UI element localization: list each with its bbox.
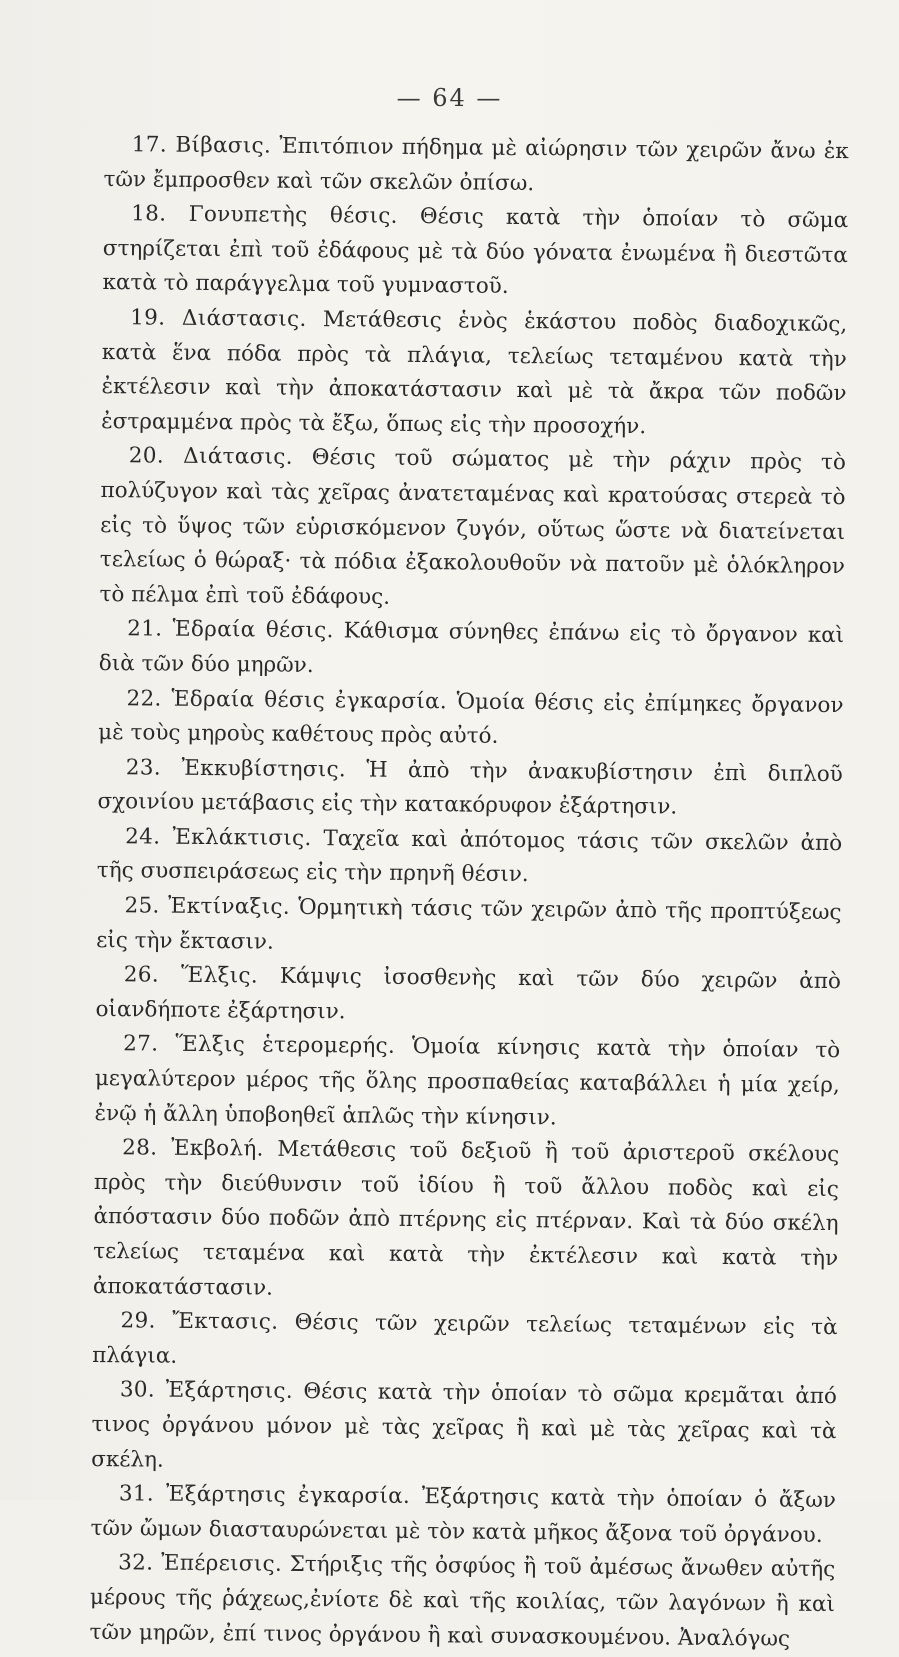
entry-text: Ὁμοία θέσις εἰς ἐπίμηκες ὄργανον μὲ τοὺς μηροὺς καθέτους πρὸς αὐτό. bbox=[98, 688, 844, 749]
entry-head: 32. Ἐπέρεισις. bbox=[118, 1550, 283, 1578]
entry-25 bbox=[96, 889, 842, 965]
entry-head: 18. Γονυπετὴς θέσις. bbox=[131, 201, 398, 230]
entry-head: 24. Ἐκλάκτισις. bbox=[125, 824, 312, 851]
entry-text: Μετάθεσις ἑνὸς ἑκάστου ποδὸς διαδοχικῶς, κατὰ ἕνα πόδα πρὸς τὰ πλάγια, τελείως τεταμένου κατὰ τὴν ἐκτέλεσιν καὶ τὴν ἀποκατάστασιν καὶ μὲ τὰ ἄκρα τῶν ποδῶν ἐστραμμένα πρὸς τὰ ἔξω, ὅπως εἰς τὴν προσοχήν. bbox=[101, 306, 848, 439]
entry-text: Θέσις κατὰ τὴν ὁποίαν τὸ σῶμα κρεμᾶται ἀπό τινος ὀργάνου μόνον μὲ τὰς χεῖρας ἢ καὶ μὲ τὰς χεῖρας καὶ τὰ σκέλη. bbox=[91, 1379, 837, 1473]
entry-text: Μετάθεσις τοῦ δεξιοῦ ἢ τοῦ ἀριστεροῦ σκέλους πρὸς τὴν διεύθυνσιν τοῦ ἰδίου ἢ τοῦ ἄλλου ποδὸς καὶ εἰς ἀπόστασιν δύο ποδῶν ἀπὸ πτέρνης εἰς πτέρναν. Καὶ τὰ δύο σκέλη τελείως τεταμένα καὶ κατὰ τὴν ἐκτέλεσιν καὶ κατὰ τὴν ἀποκατάστασιν. bbox=[92, 1136, 840, 1301]
entry-head: 21. Ἑδραία θέσις. bbox=[127, 616, 334, 644]
entry-31 bbox=[90, 1477, 836, 1553]
entry-22 bbox=[98, 681, 844, 757]
entry-18 bbox=[102, 197, 848, 308]
entry-32 bbox=[89, 1546, 835, 1657]
entry-head: 22. Ἑδραία θέσις ἐγκαρσία. bbox=[126, 685, 448, 714]
entry-text: Κάθισμα σύνηθες ἐπάνω εἰς τὸ ὄργανον καὶ διὰ τῶν δύο μηρῶν. bbox=[98, 618, 845, 678]
entry-text: Ὁμοία κίνησις κατὰ τὴν ὁποίαν τὸ μεγαλύτερον μέρος τῆς ὅλης προσπαθείας καταβάλλει ἡ μία χείρ, ἐνῷ ἡ ἄλλη ὑποβοηθεῖ ἁπλῶς τὴν κίνησιν. bbox=[94, 1034, 841, 1131]
entry-head: 23. Ἐκκυβίστησις. bbox=[125, 754, 347, 783]
entry-text: Ταχεῖα καὶ ἀπότομος τάσις τῶν σκελῶν ἀπὸ τῆς συσπειράσεως εἰς τὴν πρηνῆ θέσιν. bbox=[96, 825, 843, 888]
entry-head: 30. Ἐξάρτησις. bbox=[119, 1377, 294, 1405]
entry-head: 28. Ἐκβολή. bbox=[122, 1135, 264, 1162]
entry-text: Ἐξάρτησις κατὰ τὴν ὁποίαν ὁ ἄξων τῶν ὤμων διασταυρώνεται μὲ τὸν κατὰ μῆκος ἄξονα τοῦ ὀργάνου. bbox=[90, 1484, 836, 1548]
entry-head: 17. Βίβασις. bbox=[131, 132, 272, 159]
entry-head: 27. Ἕλξις ἑτερομερής. bbox=[123, 1031, 396, 1060]
entry-text: Κάμψις ἰσοσθενὴς καὶ τῶν δύο χειρῶν ἀπὸ οἱανδήποτε ἐξάρτησιν. bbox=[95, 963, 841, 1025]
entry-text: Θέσις κατὰ τὴν ὁποίαν τὸ σῶμα στηρίζεται ἐπὶ τοῦ ἐδάφους μὲ τὰ δύο γόνατα ἐνωμένα ἢ διεστῶτα κατὰ τὸ παράγγελμα τοῦ γυμναστοῦ. bbox=[102, 204, 849, 300]
entry-text: Ἐπιτόπιον πήδημα μὲ αἰώρησιν τῶν χειρῶν ἄνω ἐκ τῶν ἔμπροσθεν καὶ τῶν σκελῶν ὀπίσω. bbox=[103, 133, 849, 196]
entry-text: Ὁρμητικὴ τάσις τῶν χειρῶν ἀπὸ τῆς προπτύξεως εἰς τὴν ἔκτασιν. bbox=[96, 894, 842, 955]
entry-head: 26. Ἕλξις. bbox=[123, 962, 259, 989]
entry-17 bbox=[103, 128, 849, 204]
glossary-text bbox=[89, 128, 849, 1657]
entry-head: 20. Διάτασις. bbox=[128, 443, 293, 471]
entry-24 bbox=[97, 820, 843, 896]
entry-23 bbox=[97, 751, 843, 827]
entry-21 bbox=[99, 612, 845, 688]
entry-28 bbox=[93, 1131, 840, 1311]
entry-head: 25. Ἐκτίναξις. bbox=[124, 893, 291, 920]
entry-text: Ἡ ἀπὸ τὴν ἀνακυβίστησιν ἐπὶ διπλοῦ σχοινίου μετάβασις εἰς τὴν κατακόρυφον ἐξάρτησιν. bbox=[97, 757, 843, 820]
page-number: — 64 — bbox=[396, 84, 503, 112]
entry-20 bbox=[99, 439, 846, 619]
entry-19 bbox=[101, 301, 847, 447]
entry-head: 31. Ἐξάρτησις ἐγκαρσία. bbox=[118, 1481, 411, 1510]
entry-text: Στήριξις τῆς ὀσφύος ἢ τοῦ ἀμέσως ἄνωθεν αὐτῆς μέρους τῆς ῥάχεως,ἐνίοτε δὲ καὶ τῆς κοιλίας, τῶν λαγόνων ἢ καὶ τῶν μηρῶν, ἐπί τινος ὀργάνου ἢ καὶ συνασκουμένου. Ἀναλόγως bbox=[89, 1552, 836, 1652]
entry-27 bbox=[94, 1027, 840, 1138]
entry-text: Θέσις τοῦ σώματος μὲ τὴν ράχιν πρὸς τὸ πολύζυγον καὶ τὰς χεῖρας ἀνατεταμένας καὶ κρατούσας στερεὰ τὸ εἰς τὸ ὕψος τῶν εὑρισκόμενον ζυγόν, οὕτως ὥστε νὰ διατείνεται τελείως ὁ θώραξ· τὰ πόδια ἐξακολουθοῦν νὰ πατοῦν μὲ ὁλόκληρον τὸ πέλμα ἐπὶ τοῦ ἐδάφους. bbox=[99, 445, 846, 610]
entry-text: Θέσις τῶν χειρῶν τελείως τεταμένων εἰς τὰ πλάγια. bbox=[92, 1309, 838, 1369]
entry-head: 29. Ἔκτασις. bbox=[120, 1308, 279, 1335]
entry-head: 19. Διάστασις. bbox=[130, 305, 307, 332]
entry-29 bbox=[92, 1304, 838, 1380]
entry-26 bbox=[95, 958, 841, 1034]
entry-30 bbox=[91, 1373, 837, 1484]
